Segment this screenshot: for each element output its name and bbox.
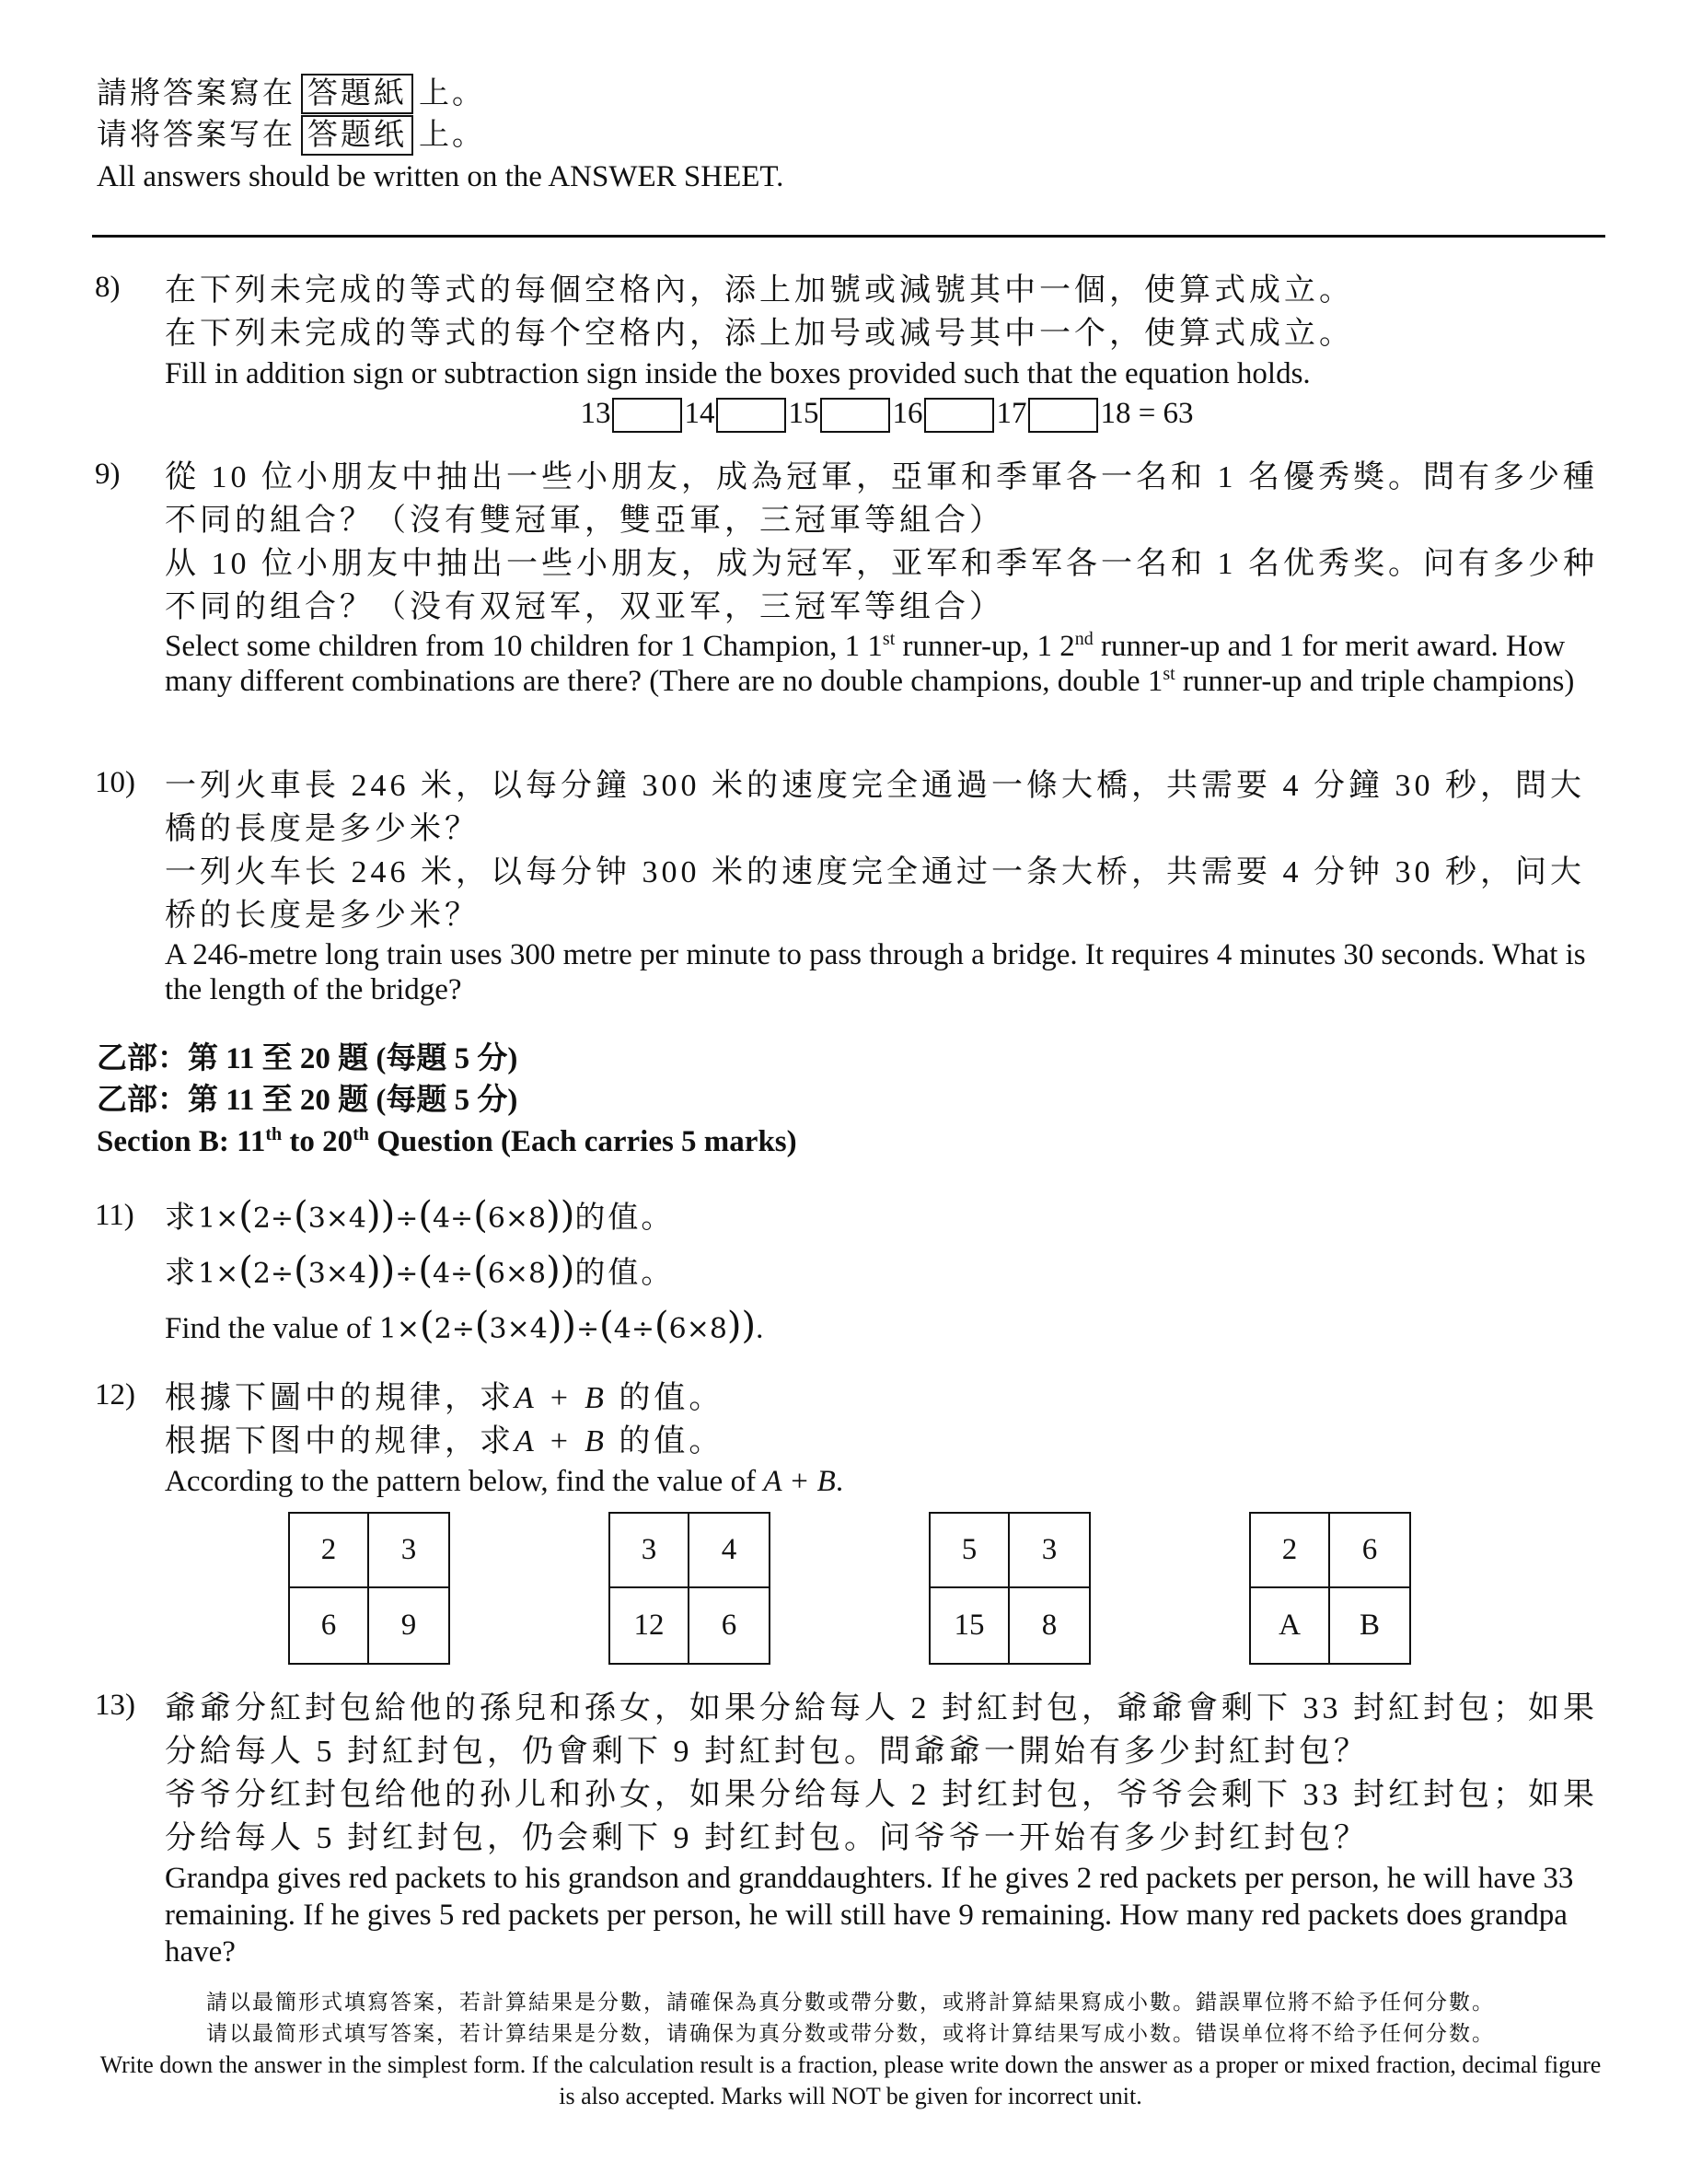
- ordinal-suffix: th: [265, 1124, 283, 1144]
- instruction-simp-end: 上。: [419, 119, 485, 152]
- question-text-simp: [165, 1245, 1609, 1300]
- sign-box: [612, 398, 682, 433]
- grid-cell: B: [1359, 1609, 1380, 1642]
- math-expression: 1×(2÷(3×4))÷(4÷(6×8)): [198, 1249, 575, 1292]
- grid-cell: 6: [290, 1588, 369, 1663]
- question-text-trad: 爺爺分紅封包給他的孫兒和孫女，如果分給每人 2 封紅封包，爺爺會剩下 33 封紅封包；如果分給每人 5 封紅封包，仍會剩下 9 封紅封包。問爺爺一開始有多少封紅封包？: [165, 1691, 1598, 1769]
- text-part: Section B: 11: [97, 1125, 266, 1158]
- question-13: [95, 1687, 1609, 1970]
- sign-box: [820, 398, 890, 433]
- instruction-simp-text: 请将答案写在: [97, 119, 295, 152]
- expr-part: 4÷: [613, 1313, 654, 1345]
- math-expression: 1×(2÷(3×4))÷(4÷(6×8)): [198, 1194, 575, 1237]
- instruction-trad-text: 請將答案寫在: [97, 77, 295, 110]
- question-text-en: [165, 1463, 1609, 1501]
- footer-text-trad: 請以最簡形式填寫答案，若計算結果是分數，請確保為真分數或帶分數，或將計算結果寫成小數。錯誤單位將不給予任何分數。: [206, 1991, 1495, 2014]
- footer-note: [92, 1987, 1609, 2112]
- text-part: 的值。: [619, 1424, 724, 1458]
- grid-cell: 5: [931, 1514, 1010, 1588]
- question-8: [95, 269, 1609, 433]
- question-text-simp: 在下列未完成的等式的每个空格内，添上加号或减号其中一个，使算式成立。: [165, 317, 1354, 351]
- question-number: 9): [95, 458, 121, 491]
- expr-part: 1×: [378, 1313, 421, 1345]
- text-part: runner-up and 1 for merit award. How many different combinations are there? (There are no double champions, double 1: [165, 630, 1566, 698]
- grid-cell: A: [1251, 1588, 1330, 1663]
- sign-box: [716, 398, 786, 433]
- instruction-en: All answers should be written on the ANSWER SHEET.: [97, 160, 784, 193]
- ordinal-suffix: st: [882, 629, 896, 649]
- expr-part: 2÷: [252, 1258, 295, 1290]
- question-number: 10): [95, 766, 135, 799]
- text-part: Select some children from 10 children for 1 Champion, 1 1: [165, 630, 883, 663]
- question-text-simp: [165, 1420, 1609, 1463]
- instruction-trad: [97, 74, 783, 115]
- question-text-trad: 一列火車長 246 米，以每分鐘 300 米的速度完全通過一條大橋，共需要 4 分鐘 30 秒，問大橋的長度是多少米？: [165, 769, 1585, 846]
- question-text-en: [165, 1300, 1609, 1355]
- expr-part: 6×8: [487, 1202, 547, 1235]
- section-title-en: [97, 1121, 797, 1163]
- header-divider: [92, 235, 1605, 238]
- text-part: .: [835, 1465, 844, 1498]
- expr-part: 2÷: [434, 1313, 475, 1345]
- expr-part: ÷: [576, 1313, 600, 1345]
- grid-cell: 3: [369, 1514, 448, 1588]
- expr-part: ÷: [395, 1202, 419, 1235]
- sign-box: [924, 398, 994, 433]
- question-text-simp: 从 10 位小朋友中抽出一些小朋友，成为冠军，亚军和季军各一名和 1 名优秀奖。问有多少种不同的组合？（没有双冠军，双亚军，三冠军等组合）: [165, 547, 1598, 624]
- text-part: to 20: [282, 1125, 353, 1158]
- text-part: 的值。: [574, 1257, 675, 1290]
- question-number: 8): [95, 271, 121, 304]
- pattern-grid-3: [929, 1512, 1091, 1665]
- text-part: 求: [165, 1202, 198, 1235]
- question-11: [95, 1190, 1609, 1355]
- ordinal-suffix: nd: [1074, 629, 1094, 649]
- grid-cell: 2: [1251, 1514, 1330, 1588]
- question-10: [95, 764, 1609, 1007]
- grid-cell: 6: [1330, 1514, 1409, 1588]
- equation: [165, 395, 1609, 433]
- expr-part: 3×4: [307, 1202, 366, 1235]
- question-number: 11): [95, 1199, 134, 1232]
- ordinal-suffix: st: [1163, 664, 1175, 684]
- instruction-trad-end: 上。: [419, 77, 485, 110]
- grid-cell: 3: [1010, 1514, 1089, 1588]
- answer-sheet-box-simp: 答题纸: [301, 115, 413, 156]
- expr-part: ÷: [395, 1258, 419, 1290]
- term: 13: [580, 397, 611, 430]
- equation-result: 18 = 63: [1100, 397, 1194, 430]
- answer-instructions: [97, 74, 783, 198]
- text-part: Find the value of: [165, 1312, 372, 1345]
- answer-sheet-box-trad: 答題紙: [301, 74, 413, 114]
- text-part: runner-up, 1 2: [895, 630, 1075, 663]
- question-9: [95, 456, 1609, 699]
- grid-cell: 9: [400, 1609, 417, 1642]
- question-text-simp: 爷爷分红封包给他的孙儿和孙女，如果分给每人 2 封红封包，爷爷会剩下 33 封红封包；如果分给每人 5 封红封包，仍会剩下 9 封红封包。问爷爷一开始有多少封红封包？: [165, 1778, 1598, 1855]
- term: 16: [892, 397, 923, 430]
- section-b-header: [97, 1039, 797, 1163]
- expr-part: 1×: [198, 1258, 239, 1290]
- question-text-simp: 一列火车长 246 米，以每分钟 300 米的速度完全通过一条大桥，共需要 4 分钟 30 秒，问大桥的长度是多少米？: [165, 855, 1585, 933]
- question-text-en: A 246-metre long train uses 300 metre per minute to pass through a bridge. It requires 4 minutes 30 seconds. What is the length of the bridge?: [165, 938, 1586, 1006]
- text-part: 根據下圖中的規律，求: [165, 1381, 515, 1415]
- expr-a-plus-b: A + B: [763, 1465, 836, 1498]
- question-text-en: Fill in addition sign or subtraction sign inside the boxes provided such that the equation holds.: [165, 357, 1311, 390]
- pattern-grid-2: [608, 1512, 770, 1665]
- expr-a-plus-b: A + B: [515, 1381, 608, 1415]
- question-number: 13): [95, 1689, 135, 1722]
- question-12: [95, 1377, 1609, 1668]
- text-part: 的值。: [574, 1202, 675, 1235]
- expr-part: 2÷: [252, 1202, 295, 1235]
- sign-box: [1028, 398, 1098, 433]
- grid-cell: 12: [610, 1588, 689, 1663]
- math-expression: 1×(2÷(3×4))÷(4÷(6×8)): [378, 1305, 757, 1347]
- term: 14: [684, 397, 715, 430]
- grid-cell: 15: [931, 1588, 1010, 1663]
- question-text-trad: 在下列未完成的等式的每個空格內，添上加號或減號其中一個，使算式成立。: [165, 273, 1354, 308]
- grid-cell: 8: [1041, 1609, 1058, 1642]
- pattern-grids: [95, 1512, 1609, 1668]
- grid-cell: 6: [721, 1609, 737, 1642]
- expr-part: 3×4: [489, 1313, 548, 1345]
- question-text-en: [165, 629, 1609, 699]
- expr-a-plus-b: A + B: [515, 1424, 608, 1458]
- instruction-simp: [97, 115, 783, 157]
- question-number: 12): [95, 1378, 135, 1411]
- text-part: Question (Each carries 5 marks): [368, 1125, 797, 1158]
- footer-text-en: Write down the answer in the simplest form. If the calculation result is a fraction, please write down the answer as a proper or mixed fraction, decimal figure is also accepted. Marks will NOT be given for incorrect unit.: [99, 2051, 1602, 2109]
- ordinal-suffix: th: [353, 1124, 369, 1144]
- pattern-grid-4: [1249, 1512, 1411, 1665]
- expr-part: 6×8: [487, 1258, 547, 1290]
- text-part: According to the pattern below, find the value of: [165, 1465, 757, 1498]
- text-part: runner-up and triple champions): [1175, 665, 1575, 698]
- section-title-trad: 乙部：第 11 至 20 題 (每題 5 分): [97, 1042, 518, 1075]
- expr-part: 4÷: [432, 1258, 474, 1290]
- question-text-trad: [165, 1190, 1609, 1245]
- section-title-simp: 乙部：第 11 至 20 题 (每题 5 分): [97, 1084, 518, 1117]
- term: 17: [996, 397, 1027, 430]
- expr-part: 6×8: [668, 1313, 727, 1345]
- text-part: 的值。: [619, 1381, 724, 1415]
- question-text-trad: 從 10 位小朋友中抽出一些小朋友，成為冠軍，亞軍和季軍各一名和 1 名優秀獎。問有多少種不同的組合？（沒有雙冠軍，雙亞軍，三冠軍等組合）: [165, 460, 1598, 538]
- grid-cell: 2: [290, 1514, 369, 1588]
- text-part: 根据下图中的规律，求: [165, 1424, 515, 1458]
- text-part: 求: [165, 1257, 198, 1290]
- pattern-grid-1: [288, 1512, 450, 1665]
- grid-cell: 4: [689, 1514, 769, 1588]
- expr-part: 4÷: [432, 1202, 474, 1235]
- grid-cell: 3: [610, 1514, 689, 1588]
- text-part: .: [756, 1312, 764, 1345]
- expr-part: 1×: [198, 1202, 239, 1235]
- question-text-trad: [165, 1377, 1609, 1420]
- term: 15: [788, 397, 819, 430]
- footer-text-simp: 请以最简形式填写答案，若计算结果是分数，请确保为真分数或带分数，或将计算结果写成小数。错误单位将不给予任何分数。: [206, 2022, 1495, 2045]
- question-text-en: Grandpa gives red packets to his grandson and granddaughters. If he gives 2 red packets per person, he will have 33 remaining. If he gives 5 red packets per person, he will still have 9 remaining. How many red packets does grandpa have?: [165, 1862, 1574, 1969]
- expr-part: 3×4: [307, 1258, 366, 1290]
